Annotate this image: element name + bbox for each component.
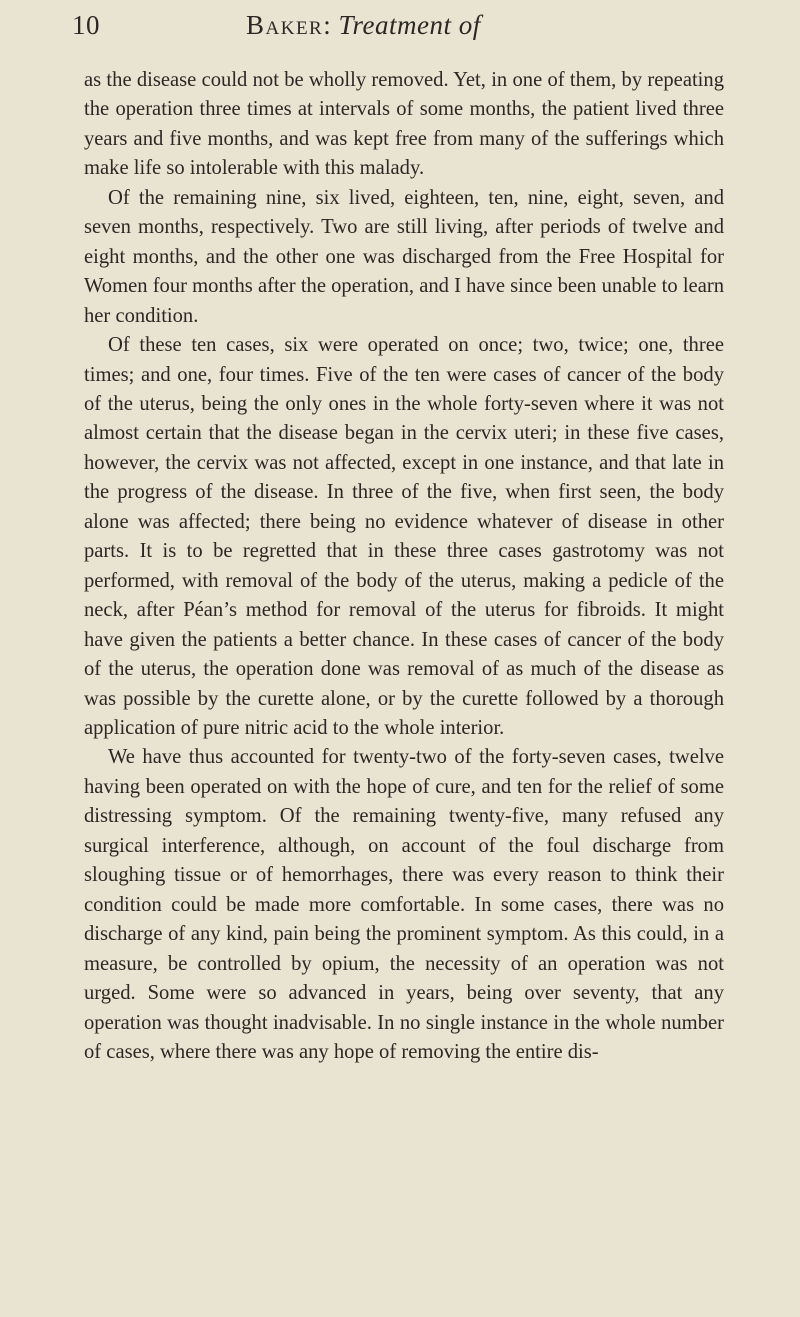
paragraph: Of the remaining nine, six lived, eighteen, ten, nine, eight, seven, and seven months, respectively. Two are still living, after periods of twelve and eight months, and the other one was discharged from the Free Hospital for Women four months after the operation, and I have since been unable to learn her condition. bbox=[84, 186, 724, 327]
page-header bbox=[72, 10, 732, 50]
running-head bbox=[246, 10, 481, 41]
running-head-title: Treatment of bbox=[338, 10, 481, 40]
running-head-separator: : bbox=[323, 10, 332, 40]
paragraph: Of these ten cases, six were operated on once; two, twice; one, three times; and one, four times. Five of the ten were cases of cancer of the body of the uterus, being the only ones in the whole forty-seven where it was not almost certain that the disease began in the cervix uteri; in these five cases, however, the cervix was not affected, except in one instance, and that late in the progress of the disease. In three of the five, when first seen, the body alone was affected; there being no evidence whatever of disease in other parts. It is to be regretted that in these three cases gastrotomy was not performed, with removal of the body of the uterus, making a pedicle of the neck, after Péan’s method for removal of the uterus for fibroids. It might have given the patients a better chance. In these cases of cancer of the body of the uterus, the operation done was removal of as much of the disease as was possible by the curette alone, or by the curette followed by a thorough application of pure nitric acid to the whole interior. bbox=[84, 334, 724, 739]
page-number: 10 bbox=[72, 10, 100, 40]
paragraph-continued: as the disease could not be wholly removed. Yet, in one of them, by repeating the operation three times at intervals of some months, the patient lived three years and five months, and was kept free from many of the sufferings which make life so intolerable with this malady. bbox=[84, 69, 724, 180]
running-head-author: Baker bbox=[246, 10, 324, 40]
paragraph: We have thus accounted for twenty-two of the forty-seven cases, twelve having been operated on with the hope of cure, and ten for the relief of some distressing symptom. Of the remaining twenty-five, many refused any surgical interference, although, on account of the foul discharge from sloughing tissue or of hemorrhages, there was every reason to think their condition could be made more comfortable. In some cases, there was no discharge of any kind, pain being the prominent symptom. As this could, in a measure, be controlled by opium, the necessity of an operation was not urged. Some were so advanced in years, being over seventy, that any operation was thought inadvisable. In no single instance in the whole number of cases, where there was any hope of removing the entire dis- bbox=[84, 746, 724, 1063]
body-text bbox=[84, 66, 724, 1067]
